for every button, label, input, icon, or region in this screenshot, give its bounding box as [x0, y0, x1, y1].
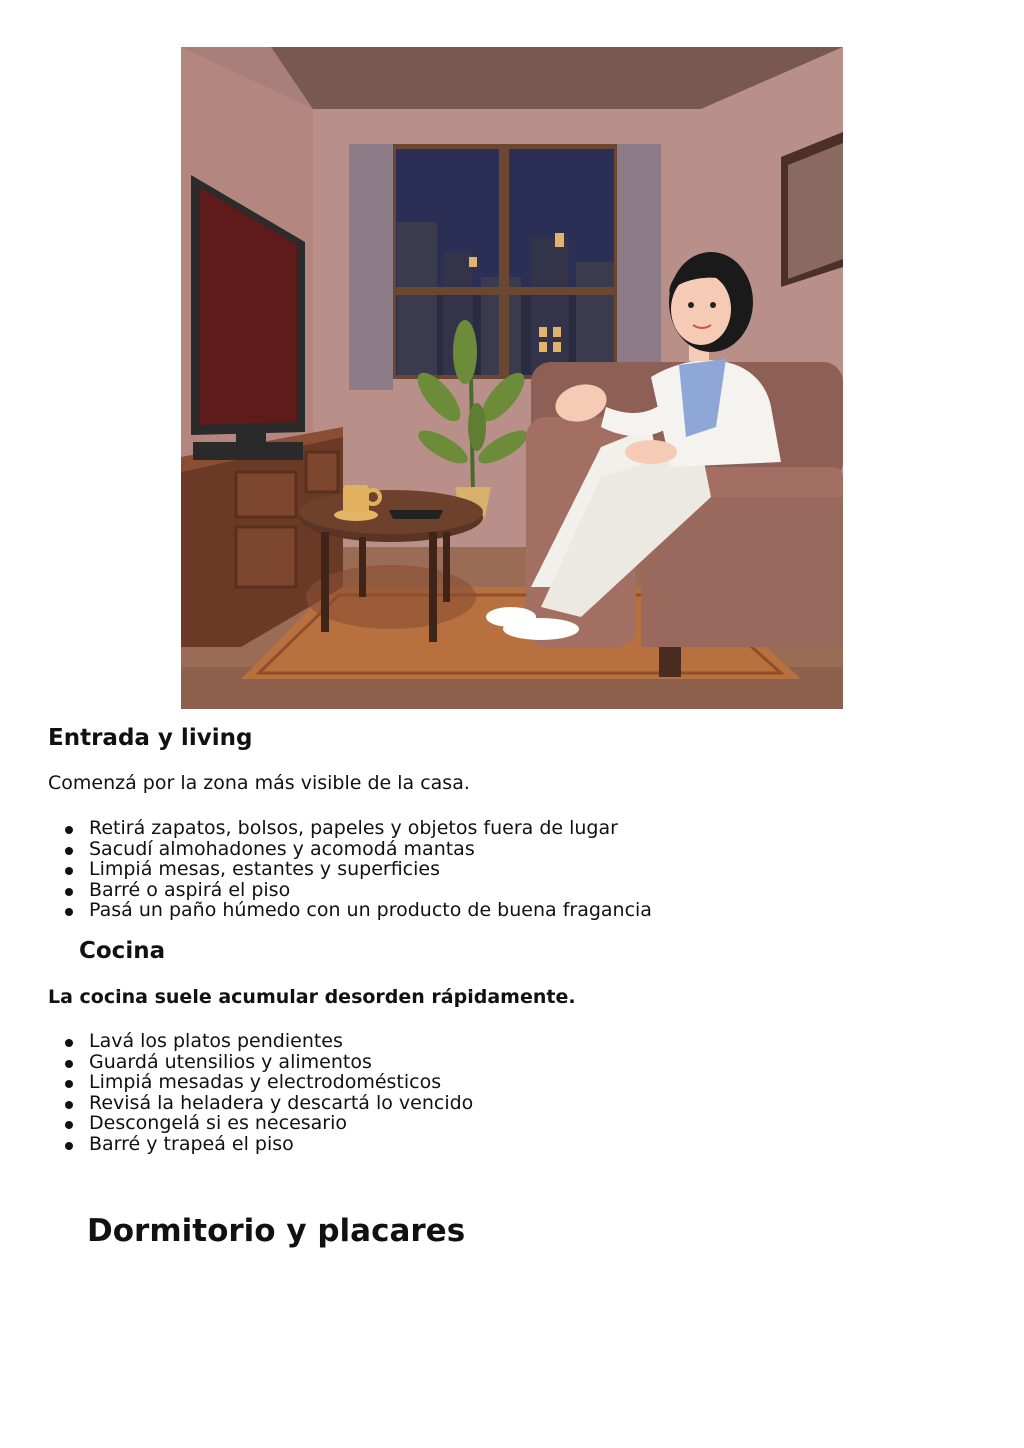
list-item: Sacudí almohadones y acomodá mantas [48, 839, 652, 860]
section-intro-living: Comenzá por la zona más visible de la casa. [48, 772, 470, 794]
list-item: Pasá un paño húmedo con un producto de buena fragancia [48, 900, 652, 921]
list-item: Barré y trapeá el piso [48, 1134, 473, 1155]
section-heading-dormitorio: Dormitorio y placares [87, 1213, 466, 1249]
list-item: Retirá zapatos, bolsos, papeles y objetos fuera de lugar [48, 818, 652, 839]
section-intro-cocina: La cocina suele acumular desorden rápidamente. [48, 986, 576, 1008]
checklist-cocina [48, 1031, 473, 1155]
checklist-living [48, 818, 652, 921]
list-item: Descongelá si es necesario [48, 1113, 473, 1134]
list-item: Lavá los platos pendientes [48, 1031, 473, 1052]
list-item: Limpiá mesadas y electrodomésticos [48, 1072, 473, 1093]
list-item: Barré o aspirá el piso [48, 880, 652, 901]
section-heading-cocina: Cocina [79, 938, 166, 964]
section-heading-living: Entrada y living [48, 725, 253, 751]
list-item: Guardá utensilios y alimentos [48, 1052, 473, 1073]
living-room-illustration [181, 47, 843, 709]
list-item: Revisá la heladera y descartá lo vencido [48, 1093, 473, 1114]
list-item: Limpiá mesas, estantes y superficies [48, 859, 652, 880]
